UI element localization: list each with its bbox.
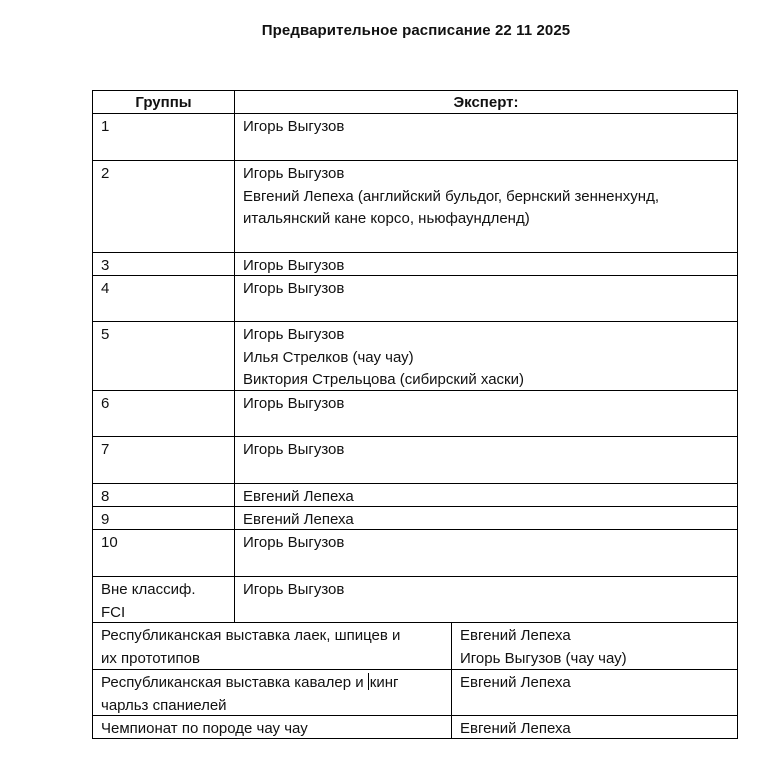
group-cell: 6 <box>93 391 235 436</box>
expert-line: Евгений Лепеха <box>460 674 571 691</box>
group-cell: 2 <box>93 161 235 252</box>
header-expert: Эксперт: <box>453 94 519 111</box>
group-cell: 7 <box>93 437 235 483</box>
expert-line: Игорь Выгузов <box>243 581 345 598</box>
group-cell: 3 <box>93 253 235 275</box>
table-row <box>92 529 738 576</box>
expert-cell <box>452 716 737 739</box>
table-row <box>92 113 738 160</box>
text-cursor <box>368 673 369 690</box>
expert-line: Евгений Лепеха <box>460 720 571 737</box>
expert-line: Игорь Выгузов <box>243 326 345 343</box>
expert-line: Игорь Выгузов <box>243 534 345 551</box>
expert-cell <box>235 391 737 436</box>
expert-line: Евгений Лепеха <box>460 627 571 644</box>
expert-line: Евгений Лепеха <box>243 488 354 505</box>
event-text: кинг <box>369 674 399 691</box>
table-row <box>92 160 738 252</box>
event-line: их прототипов <box>101 649 200 667</box>
expert-cell <box>235 161 737 252</box>
expert-cell <box>235 484 737 506</box>
expert-line: Игорь Выгузов <box>243 118 345 135</box>
event-line: Чемпионат по породе чау чау <box>101 720 308 737</box>
special-row <box>92 715 738 739</box>
expert-line: Евгений Лепеха <box>243 511 354 528</box>
event-line: чарльз спаниелей <box>101 696 227 714</box>
group-cell: 5 <box>93 322 235 390</box>
table-row <box>92 506 738 529</box>
table-row <box>92 436 738 483</box>
expert-line: Илья Стрелков (чау чау) <box>243 348 414 366</box>
group-line: FCI <box>101 603 126 621</box>
expert-cell <box>452 670 737 715</box>
expert-cell <box>235 322 737 390</box>
table-bottom-border <box>92 738 738 739</box>
event-text: Республиканская выставка кавалер и <box>101 674 368 691</box>
group-cell: 10 <box>93 530 235 576</box>
expert-line: Евгений Лепеха (английский бульдог, бернский зенненхунд, <box>243 187 659 205</box>
table-row <box>92 576 738 622</box>
expert-line: Игорь Выгузов <box>243 280 345 297</box>
table-row <box>92 321 738 390</box>
expert-cell <box>235 577 737 622</box>
document-title: Предварительное расписание 22 11 2025 <box>261 22 571 39</box>
group-line: Вне классиф. <box>101 581 196 598</box>
header-groups: Группы <box>93 91 235 113</box>
table-row <box>92 275 738 321</box>
expert-cell <box>235 276 737 321</box>
expert-cell <box>235 437 737 483</box>
group-cell <box>93 577 235 622</box>
group-cell: 9 <box>93 507 235 529</box>
expert-line: Виктория Стрельцова (сибирский хаски) <box>243 371 524 388</box>
special-row <box>92 622 738 669</box>
expert-cell <box>452 623 737 669</box>
table-header-row <box>92 90 738 113</box>
expert-line: Игорь Выгузов (чау чау) <box>460 649 627 667</box>
expert-line: Игорь Выгузов <box>243 441 345 458</box>
group-cell: 8 <box>93 484 235 506</box>
group-cell: 4 <box>93 276 235 321</box>
event-line <box>101 672 451 695</box>
event-cell <box>93 716 452 739</box>
special-row <box>92 669 738 715</box>
expert-line: Игорь Выгузов <box>243 395 345 412</box>
expert-line: Игорь Выгузов <box>243 165 345 182</box>
expert-cell <box>235 253 737 275</box>
event-line: Республиканская выставка лаек, шпицев и <box>101 627 401 644</box>
group-cell: 1 <box>93 114 235 160</box>
expert-line: итальянский кане корсо, ньюфаундленд) <box>243 210 530 227</box>
table-row <box>92 252 738 275</box>
expert-cell <box>235 530 737 576</box>
expert-line: Игорь Выгузов <box>243 257 345 274</box>
table-row <box>92 390 738 436</box>
expert-cell <box>235 507 737 529</box>
event-cell <box>93 623 452 669</box>
expert-cell <box>235 114 737 160</box>
event-cell <box>93 670 452 715</box>
table-row <box>92 483 738 506</box>
